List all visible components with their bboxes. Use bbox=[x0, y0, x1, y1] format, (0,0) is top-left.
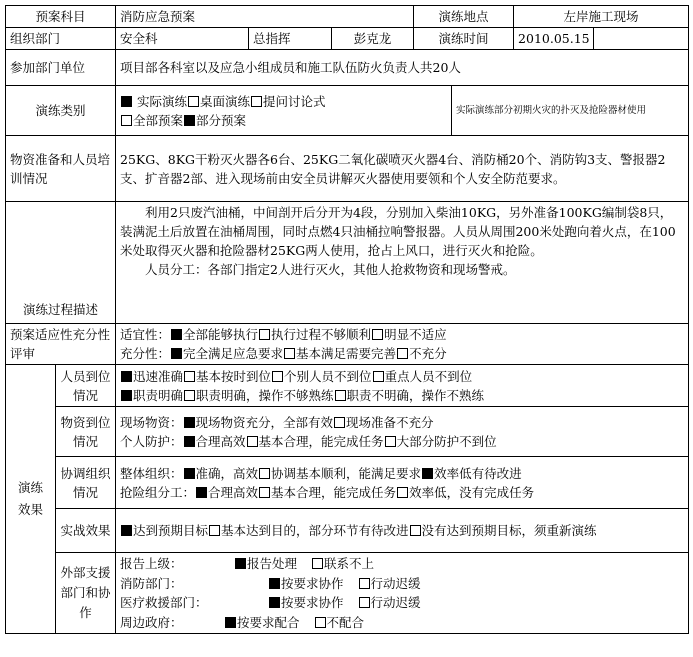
process-label: 演练过程描述 bbox=[6, 202, 116, 324]
option-tabletop-drill: 桌面演练 bbox=[200, 93, 251, 109]
checkbox-empty-icon[interactable] bbox=[247, 436, 258, 447]
option-real-drill: 实际演练 bbox=[137, 93, 188, 109]
checkbox-checked-icon[interactable] bbox=[225, 617, 236, 628]
personnel-options: 迅速准确 基本按时到位 个别人员不到位 重点人员不到位 职责明确 职责明确，操作不够熟练 职责不明确，操作不熟练 bbox=[116, 365, 689, 407]
checkbox-empty-icon[interactable] bbox=[184, 390, 195, 401]
checkbox-empty-icon[interactable] bbox=[359, 597, 370, 608]
checkbox-empty-icon[interactable] bbox=[209, 525, 220, 536]
checkbox-checked-icon[interactable] bbox=[171, 329, 182, 340]
checkbox-empty-icon[interactable] bbox=[335, 390, 346, 401]
personnel-label: 人员到位情况 bbox=[56, 365, 116, 407]
location-label: 演练地点 bbox=[414, 6, 514, 28]
option-qa-discussion: 提问讨论式 bbox=[263, 93, 326, 109]
option-full-plan: 全部预案 bbox=[133, 112, 184, 128]
checkbox-empty-icon[interactable] bbox=[410, 525, 421, 536]
option-partial-plan: 部分预案 bbox=[196, 112, 247, 128]
coordination-label: 协调组织情况 bbox=[56, 457, 116, 509]
evaluation-label: 预案适应性充分性评审 bbox=[6, 324, 116, 365]
commander-label: 总指挥 bbox=[249, 28, 332, 50]
material-arrival-label: 物资到位情况 bbox=[56, 407, 116, 457]
checkbox-empty-icon[interactable] bbox=[373, 371, 384, 382]
material-arrival-options: 现场物资： 现场物资充分，全部有效 现场准备不充分 个人防护： 合理高效 基本合理，能完成任务 大部分防护不到位 bbox=[116, 407, 689, 457]
checkbox-checked-icon[interactable] bbox=[171, 348, 182, 359]
checkbox-empty-icon[interactable] bbox=[284, 348, 295, 359]
commander-value: 彭克龙 bbox=[332, 28, 414, 50]
drill-type-note: 实际演练部分初期火灾的扑灭及抢险器材使用 bbox=[452, 86, 689, 136]
checkbox-checked-icon[interactable] bbox=[121, 371, 132, 382]
materials-label: 物资准备和人员培训情况 bbox=[6, 136, 116, 202]
evaluation-options: 适宜性： 全部能够执行 执行过程不够顺利 明显不适应 充分性： 完全满足应急要求 基本满足需要完善 不充分 bbox=[116, 324, 689, 365]
coordination-options: 整体组织： 准确，高效 协调基本顺利，能满足要求 效率低有待改进 抢险组分工： 合理高效 基本合理，能完成任务 效率低，没有完成任务 bbox=[116, 457, 689, 509]
checkbox-empty-icon[interactable] bbox=[188, 96, 199, 107]
participants-value: 项目部各科室以及应急小组成员和施工队伍防火负责人共20人 bbox=[116, 50, 689, 86]
checkbox-checked-icon[interactable] bbox=[269, 578, 280, 589]
checkbox-empty-icon[interactable] bbox=[259, 329, 270, 340]
checkbox-empty-icon[interactable] bbox=[315, 617, 326, 628]
drill-type-label: 演练类别 bbox=[6, 86, 116, 136]
drill-record-table bbox=[5, 5, 689, 634]
checkbox-checked-icon[interactable] bbox=[269, 597, 280, 608]
checkbox-checked-icon[interactable] bbox=[235, 558, 246, 569]
location-value: 左岸施工现场 bbox=[514, 6, 689, 28]
checkbox-empty-icon[interactable] bbox=[359, 578, 370, 589]
process-paragraph-1: 利用2只废汽油桶，中间剖开后分开为4段，分别加入柴油10KG，另外准备100KG编制袋8只，装满泥土后放置在油桶周围，同时点燃4只油桶拉响警报器。人员从周围200米处跑向着火点，在100米处取得灭火器和抢险器材25KG两人使用，抢占上风口，进行灭火和抢险。 bbox=[120, 205, 676, 258]
checkbox-empty-icon[interactable] bbox=[397, 348, 408, 359]
checkbox-empty-icon[interactable] bbox=[334, 417, 345, 428]
checkbox-empty-icon[interactable] bbox=[385, 436, 396, 447]
checkbox-empty-icon[interactable] bbox=[272, 371, 283, 382]
checkbox-empty-icon[interactable] bbox=[121, 115, 132, 126]
checkbox-checked-icon[interactable] bbox=[184, 436, 195, 447]
checkbox-checked-icon[interactable] bbox=[121, 525, 132, 536]
checkbox-empty-icon[interactable] bbox=[259, 468, 270, 479]
checkbox-empty-icon[interactable] bbox=[312, 558, 323, 569]
checkbox-checked-icon[interactable] bbox=[121, 96, 132, 107]
blank-cell bbox=[594, 28, 689, 50]
checkbox-checked-icon[interactable] bbox=[184, 115, 195, 126]
checkbox-empty-icon[interactable] bbox=[251, 96, 262, 107]
process-description bbox=[116, 202, 689, 324]
checkbox-empty-icon[interactable] bbox=[259, 487, 270, 498]
checkbox-checked-icon[interactable] bbox=[184, 417, 195, 428]
checkbox-checked-icon[interactable] bbox=[422, 468, 433, 479]
participants-label: 参加部门单位 bbox=[6, 50, 116, 86]
external-support-options: 报告上级： 报告处理 联系不上 消防部门： 按要求协作 行动迟缓 医疗救援部门： 按要求协作 行动迟缓 周边政府： 按要求配合 不配合 bbox=[116, 553, 689, 634]
checkbox-empty-icon[interactable] bbox=[397, 487, 408, 498]
drill-time-label: 演练时间 bbox=[414, 28, 514, 50]
combat-effect-options: 达到预期目标 基本达到目的，部分环节有待改进 没有达到预期目标，须重新演练 bbox=[116, 509, 689, 553]
checkbox-checked-icon[interactable] bbox=[196, 487, 207, 498]
org-dept-label: 组织部门 bbox=[6, 28, 116, 50]
combat-effect-label: 实战效果 bbox=[56, 509, 116, 553]
checkbox-checked-icon[interactable] bbox=[121, 390, 132, 401]
materials-value: 25KG、8KG干粉灭火器各6台、25KG二氧化碳喷灭火器4台、消防桶20个、消防钩3支、警报器2支、扩音器2部、进入现场前由安全员讲解灭火器使用要领和个人安全防范要求。 bbox=[116, 136, 689, 202]
drill-type-options bbox=[116, 86, 452, 136]
drill-time-value: 2010.05.15 bbox=[514, 28, 594, 50]
plan-subject-value: 消防应急预案 bbox=[116, 6, 414, 28]
checkbox-checked-icon[interactable] bbox=[184, 468, 195, 479]
external-support-label: 外部支援部门和协作 bbox=[56, 553, 116, 634]
process-paragraph-2: 人员分工：各部门指定2人进行灭火，其他人抢救物资和现场警戒。 bbox=[145, 262, 516, 277]
plan-subject-label: 预案科目 bbox=[6, 6, 116, 28]
checkbox-empty-icon[interactable] bbox=[184, 371, 195, 382]
checkbox-empty-icon[interactable] bbox=[372, 329, 383, 340]
effect-label: 演练效果 bbox=[6, 365, 56, 634]
org-dept-value: 安全科 bbox=[116, 28, 249, 50]
